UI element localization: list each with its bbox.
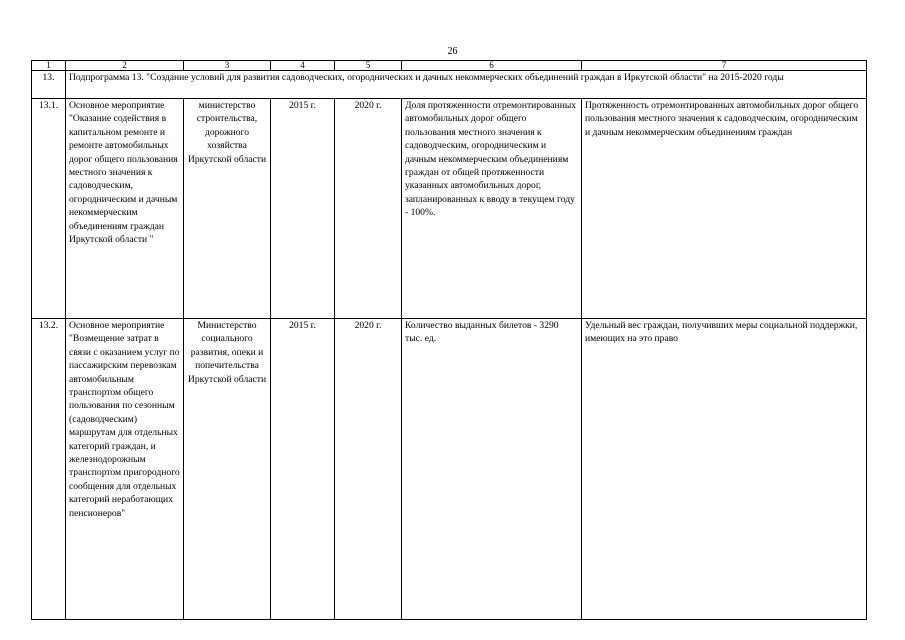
start-year: 2015 г. — [271, 319, 335, 620]
subprogram-title: Подпрограмма 13. "Создание условий для развития садоводческих, огороднических и дачных некоммерческих объединений граждан в Иркутской области" на 2015-2020 годы — [66, 71, 867, 99]
end-year: 2020 г. — [335, 99, 402, 319]
measure-name: Основное мероприятие "Оказание содействия в капитальном ремонте и ремонте автомобильных дорог общего пользования местного значения к садоводческим, огородническим и дачным некоммерческим объединениям граждан Иркутской области " — [66, 99, 184, 319]
row-number: 13.2. — [32, 319, 66, 620]
column-header: 6 — [402, 61, 582, 71]
measure-name: Основное мероприятие "Возмещение затрат в связи с оказанием услуг по пассажирским перевозкам автомобильным транспортом общего пользования по сезонным (садоводческим) маршрутам для отдельных категорий граждан, и железнодорожным транспортом пригородного сообщения для отдельных категорий неработающих пенсионеров" — [66, 319, 184, 620]
column-header: 7 — [582, 61, 867, 71]
column-header: 3 — [184, 61, 271, 71]
column-header: 2 — [66, 61, 184, 71]
subprogram-number: 13. — [32, 71, 66, 99]
column-header-row — [32, 61, 867, 71]
expected-result: Доля протяженности отремонтированных автомобильных дорог общего пользования местного значения к садоводческим, огородническим и дачным некоммерческим объединениям граждан от общей протяженности указанных автомобильных дорог, запланированных к вводу в текущем году - 100%. — [402, 99, 582, 319]
column-header: 4 — [271, 61, 335, 71]
executor: Министерство социального развития, опеки и попечительства Иркутской области — [184, 319, 271, 620]
column-header: 1 — [32, 61, 66, 71]
page-number: 26 — [447, 46, 458, 57]
subprogram-row — [32, 71, 867, 99]
table-row — [32, 319, 867, 620]
end-year: 2020 г. — [335, 319, 402, 620]
expected-result: Количество выданных билетов - 3290 тыс. ед. — [402, 319, 582, 620]
measures-table — [31, 60, 867, 620]
row-number: 13.1. — [32, 99, 66, 319]
target-indicator: Протяженность отремонтированных автомобильных дорог общего пользования местного значения к садоводческим, огородническим и дачным некоммерческим объединениям граждан — [582, 99, 867, 319]
executor: министерство строительства, дорожного хозяйства Иркутской области — [184, 99, 271, 319]
column-header: 5 — [335, 61, 402, 71]
table-row — [32, 99, 867, 319]
target-indicator: Удельный вес граждан, получивших меры социальной поддержки, имеющих на это право — [582, 319, 867, 620]
start-year: 2015 г. — [271, 99, 335, 319]
